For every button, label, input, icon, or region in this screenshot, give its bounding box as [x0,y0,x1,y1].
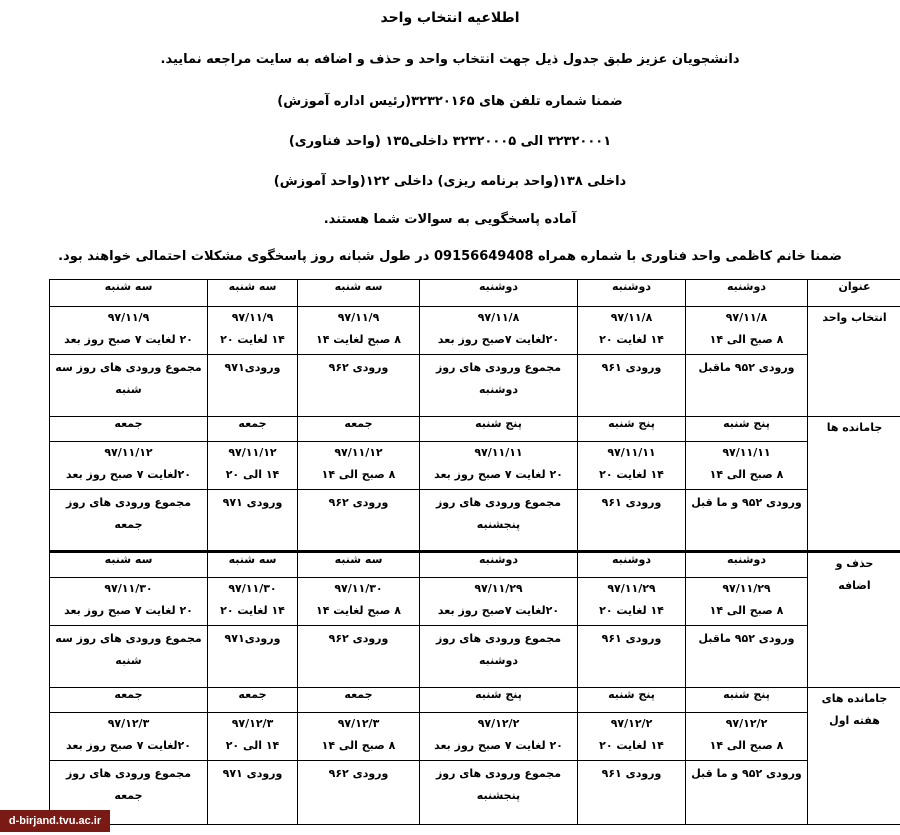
day-cell: جمعه [50,688,208,713]
schedule-cell [208,578,298,688]
time-text: ۸ صبح الی ۱۴ [709,604,784,617]
row-divider [686,489,807,490]
schedule-row [50,578,900,688]
time-text: ۲۰ لغایت ۷ صبح روز بعد [434,739,563,752]
date-text: ۹۷/۱۱/۳۰ [104,582,153,595]
row-divider [578,354,685,355]
section-title [808,688,900,825]
row-divider [578,625,685,626]
day-row [50,417,900,442]
time-text: ۲۰ لغایت ۷ صبح روز بعد [64,604,193,617]
date-text: ۹۷/۱۱/۸ [610,311,653,324]
section-title-line: حذف و [835,557,874,570]
day-row [50,552,900,578]
date-text: ۹۷/۱۱/۱۱ [722,446,771,459]
date-text: ۹۷/۱۱/۱۲ [228,446,277,459]
day-header: سه شنبه [298,280,420,307]
date-text: ۹۷/۱۱/۱۲ [104,446,153,459]
date-text: ۹۷/۱۲/۲ [610,717,653,730]
time-text: ۱۴ لغایت ۲۰ [599,468,664,481]
group-text: ورودی ۹۶۱ [601,632,662,645]
group-text: ورودی ۹۵۲ و ما قبل [691,496,802,509]
schedule-cell [298,307,420,417]
contact-line: ضمنا خانم کاظمی واحد فناوری با شماره همراه 09156649408 در طول شبانه روز پاسخگوی مشکلات احتمالی خواهند بود. [58,249,842,264]
group-text: ورودی ۹۵۲ و ما قبل [691,767,802,780]
row-divider [50,625,207,626]
time-text: ۲۰لغایت ۷ صبح روز بعد [66,468,191,481]
phone-line-1: ضمنا شماره تلفن های ۳۲۳۲۰۱۶۵(رئیس اداره آموزش) [277,94,623,109]
schedule-cell [420,713,578,825]
date-text: ۹۷/۱۲/۳ [107,717,150,730]
group-text: ورودی۹۷۱ [224,361,281,374]
group-text: ورودی ۹۷۱ [222,767,283,780]
schedule-cell [420,578,578,688]
schedule-cell [208,307,298,417]
date-text: ۹۷/۱۱/۱۲ [334,446,383,459]
schedule-cell [686,578,808,688]
date-text: ۹۷/۱۱/۸ [477,311,520,324]
phone-line-3: داخلی ۱۳۸(واحد برنامه ریزی) داخلی ۱۲۲(واحد آموزش) [273,174,627,189]
row-divider [420,625,577,626]
group-text: ورودی ۹۶۲ [328,767,389,780]
schedule-cell [578,713,686,825]
day-cell: پنج شنبه [420,417,578,442]
section-title-line: اضافه [838,579,871,592]
schedule-cell [420,307,578,417]
day-row [50,688,900,713]
time-text: ۸ صبح لغایت ۱۴ [316,333,401,346]
day-cell: پنج شنبه [686,688,808,713]
group-text: مجموع ورودی های روز سه شنبه [55,632,202,667]
row-divider [298,760,419,761]
row-divider [420,489,577,490]
group-text: مجموع ورودی های روز پنجشنبه [435,496,562,531]
date-text: ۹۷/۱۱/۲۹ [474,582,523,595]
schedule-cell [298,578,420,688]
schedule-cell [578,307,686,417]
table-header-row [50,280,900,307]
title-header: عنوان [808,280,900,307]
day-cell: سه شنبه [298,552,420,578]
group-text: ورودی ۹۶۱ [601,767,662,780]
schedule-cell [686,307,808,417]
schedule-row [50,307,900,417]
schedule-cell [298,442,420,552]
date-text: ۹۷/۱۲/۳ [231,717,274,730]
group-text: مجموع ورودی های روز دوشنبه [435,361,562,396]
schedule-cell [686,442,808,552]
row-divider [578,760,685,761]
group-text: ورودی ۹۶۲ [328,632,389,645]
row-divider [208,760,297,761]
time-text: ۲۰لغایت ۷ صبح روز بعد [66,739,191,752]
date-text: ۹۷/۱۱/۸ [725,311,768,324]
row-divider [298,354,419,355]
section-title-line: جامانده ها [826,421,883,434]
schedule-row [50,713,900,825]
schedule-cell [578,578,686,688]
day-header: سه شنبه [208,280,298,307]
day-header: سه شنبه [50,280,208,307]
group-text: ورودی ۹۶۱ [601,361,662,374]
date-text: ۹۷/۱۱/۹ [337,311,380,324]
group-text: ورودی ۹۶۲ [328,496,389,509]
day-cell: سه شنبه [50,552,208,578]
section-title-line: هفته اول [829,714,880,727]
date-text: ۹۷/۱۱/۳۰ [334,582,383,595]
day-cell: دوشنبه [420,552,578,578]
date-text: ۹۷/۱۱/۳۰ [228,582,277,595]
group-text: مجموع ورودی های روز جمعه [65,496,192,531]
group-text: ورودی ۹۵۲ ماقبل [698,632,795,645]
time-text: ۲۰لغایت ۷صبح روز بعد [437,604,560,617]
schedule-cell [50,713,208,825]
schedule-row [50,442,900,552]
date-text: ۹۷/۱۱/۹ [107,311,150,324]
row-divider [298,489,419,490]
section-title [808,552,900,688]
time-text: ۸ صبح الی ۱۴ [321,468,396,481]
section-title [808,417,900,552]
time-text: ۸ صبح لغایت ۱۴ [316,604,401,617]
day-header: دوشنبه [578,280,686,307]
schedule-cell [420,442,578,552]
time-text: ۸ صبح الی ۱۴ [709,333,784,346]
schedule-cell [208,442,298,552]
row-divider [208,354,297,355]
time-text: ۸ صبح الی ۱۴ [709,468,784,481]
row-divider [50,354,207,355]
row-divider [50,489,207,490]
site-logo: d-birjand.tvu.ac.ir [0,810,110,832]
day-cell: جمعه [208,417,298,442]
time-text: ۱۴ لغایت ۲۰ [599,333,664,346]
day-cell: جمعه [50,417,208,442]
date-text: ۹۷/۱۱/۱۱ [607,446,656,459]
group-text: ورودی ۹۷۱ [222,496,283,509]
day-header: دوشنبه [420,280,578,307]
time-text: ۲۰ لغایت ۷ صبح روز بعد [64,333,193,346]
row-divider [208,489,297,490]
group-text: مجموع ورودی های روز پنجشنبه [435,767,562,802]
row-divider [686,354,807,355]
section-title-line: جامانده های [821,692,888,705]
date-text: ۹۷/۱۱/۱۱ [474,446,523,459]
phone-line-2: ۳۲۳۲۰۰۰۱ الی ۳۲۳۲۰۰۰۵ داخلی۱۳۵ (واحد فناوری) [288,134,612,149]
answer-line: آماده پاسخگویی به سوالات شما هستند. [323,212,577,227]
intro-line: دانشجویان عزیز طبق جدول ذیل جهت انتخاب واحد و حذف و اضافه به سایت مراجعه نمایید. [160,52,740,67]
row-divider [208,625,297,626]
time-text: ۱۴ لغایت ۲۰ [599,739,664,752]
time-text: ۸ صبح الی ۱۴ [709,739,784,752]
schedule-cell [50,442,208,552]
day-cell: پنج شنبه [578,688,686,713]
day-cell: جمعه [208,688,298,713]
day-cell: پنج شنبه [420,688,578,713]
day-cell: سه شنبه [208,552,298,578]
schedule-cell [298,713,420,825]
time-text: ۱۴ لغایت ۲۰ [220,604,285,617]
date-text: ۹۷/۱۲/۳ [337,717,380,730]
day-header: دوشنبه [686,280,808,307]
day-cell: دوشنبه [686,552,808,578]
row-divider [420,760,577,761]
group-text: مجموع ورودی های روز دوشنبه [435,632,562,667]
date-text: ۹۷/۱۱/۹ [231,311,274,324]
group-text: ورودی ۹۶۱ [601,496,662,509]
day-cell: دوشنبه [578,552,686,578]
time-text: ۲۰ لغایت ۷ صبح روز بعد [434,468,563,481]
time-text: ۱۴ لغایت ۲۰ [599,604,664,617]
schedule-cell [50,578,208,688]
row-divider [420,354,577,355]
page-title: اطلاعیه انتخاب واحد [380,10,520,26]
date-text: ۹۷/۱۱/۲۹ [607,582,656,595]
time-text: ۱۴ لغایت ۲۰ [220,333,285,346]
row-divider [298,625,419,626]
date-text: ۹۷/۱۲/۲ [477,717,520,730]
date-text: ۹۷/۱۲/۲ [725,717,768,730]
day-cell: پنج شنبه [686,417,808,442]
group-text: ورودی ۹۶۲ [328,361,389,374]
group-text: ورودی۹۷۱ [224,632,281,645]
group-text: ورودی ۹۵۲ ماقبل [698,361,795,374]
schedule-cell [578,442,686,552]
group-text: مجموع ورودی های روز جمعه [65,767,192,802]
row-divider [50,760,207,761]
section-title-line: انتخاب واحد [822,311,887,324]
day-cell: جمعه [298,688,420,713]
row-divider [686,760,807,761]
schedule-table [49,279,900,825]
time-text: ۲۰لغایت ۷صبح روز بعد [437,333,560,346]
schedule-cell [50,307,208,417]
day-cell: پنج شنبه [578,417,686,442]
schedule-cell [208,713,298,825]
time-text: ۸ صبح الی ۱۴ [321,739,396,752]
row-divider [686,625,807,626]
schedule-cell [686,713,808,825]
day-cell: جمعه [298,417,420,442]
row-divider [578,489,685,490]
date-text: ۹۷/۱۱/۲۹ [722,582,771,595]
time-text: ۱۴ الی ۲۰ [225,739,280,752]
section-title [808,307,900,417]
time-text: ۱۴ الی ۲۰ [225,468,280,481]
group-text: مجموع ورودی های روز سه شنبه [55,361,202,396]
